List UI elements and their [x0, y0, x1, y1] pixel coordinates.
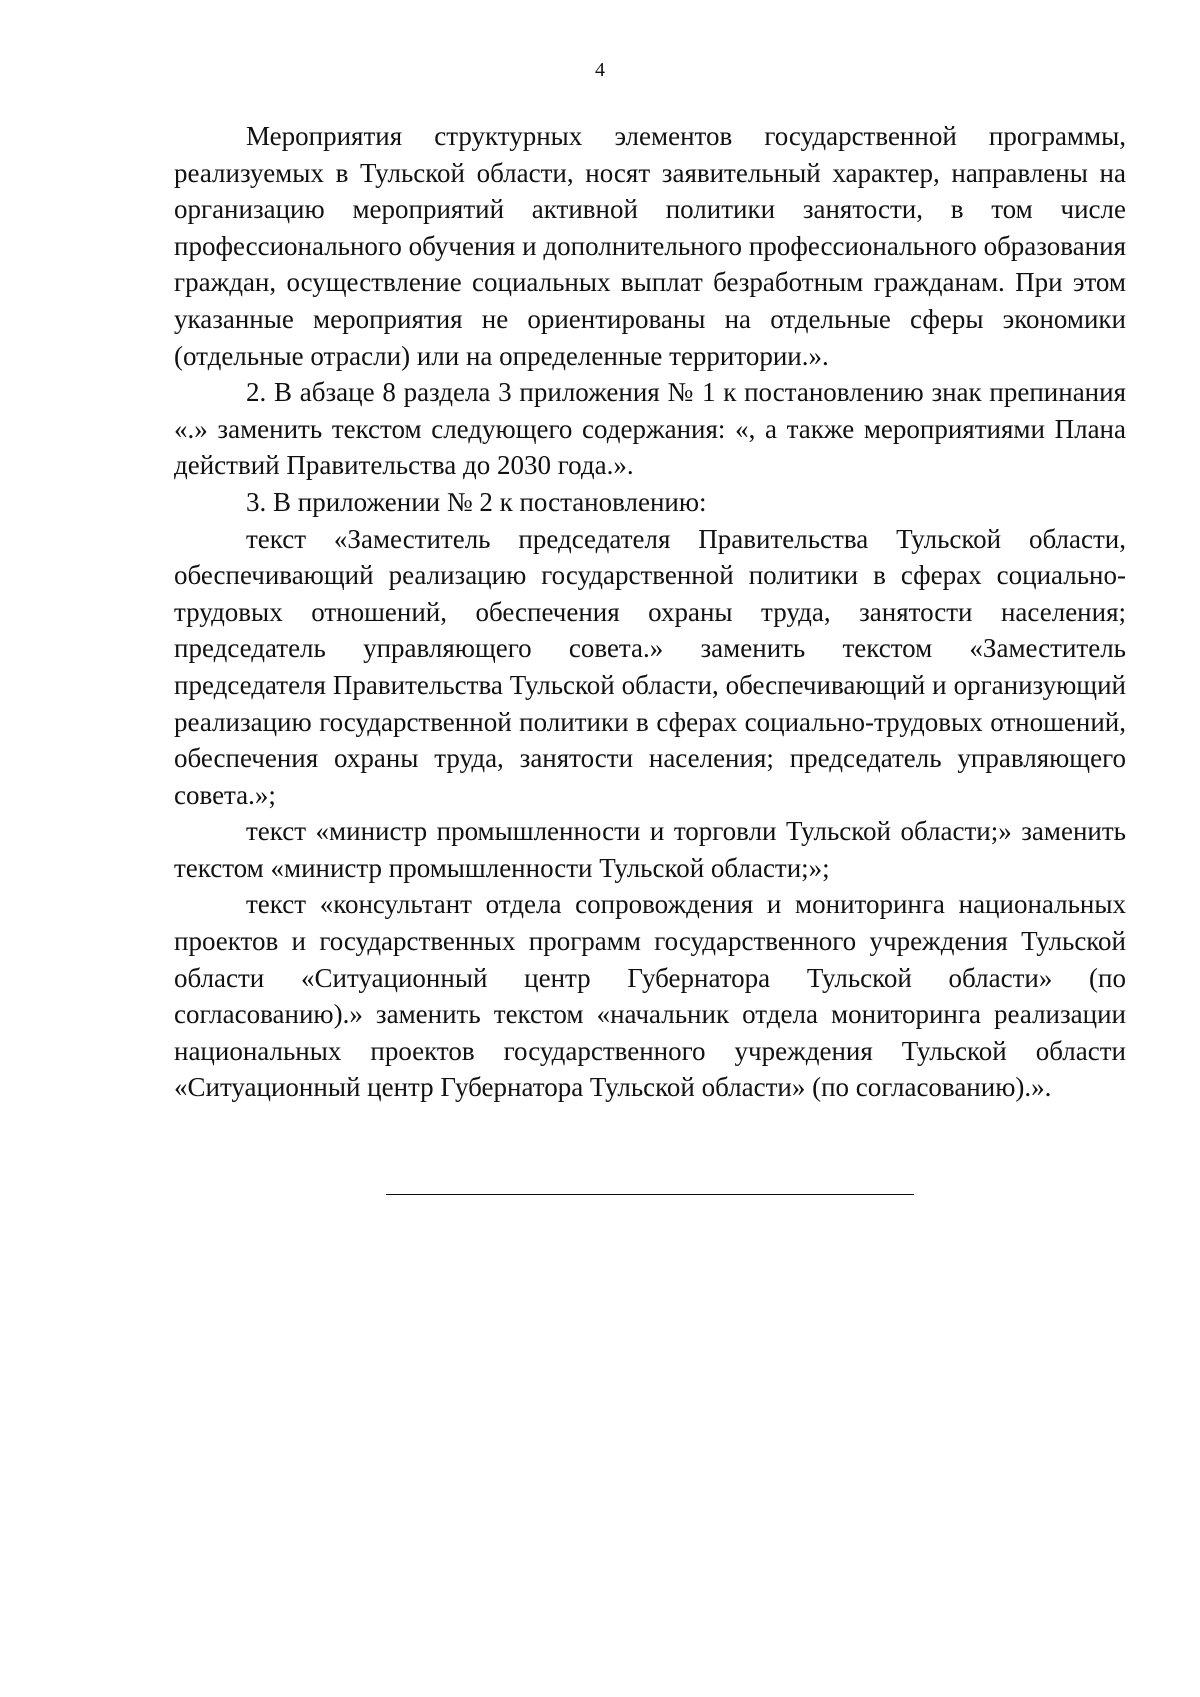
paragraph-minister-replacement: текст «министр промышленности и торговли Тульской области;» заменить текстом «министр промышленности Тульской области;»;: [174, 816, 1126, 883]
document-body: [174, 118, 1126, 1106]
paragraph-program-measures: Мероприятия структурных элементов государственной программы, реализуемых в Тульской области, носят заявительный характер, направлены на организацию мероприятий активной политики занятости, в том числе профессионального обучения и дополнительного профессионального образования граждан, осуществление социальных выплат безработным гражданам. При этом указанные мероприятия не ориентированы на отдельные сферы экономики (отдельные отрасли) или на определенные территории.».: [174, 121, 1126, 371]
paragraph-item-3: 3. В приложении № 2 к постановлению:: [246, 486, 707, 517]
paragraph-item-2: 2. В абзаце 8 раздела 3 приложения № 1 к постановлению знак препинания «.» заменить текстом следующего содержания: «, а также мероприятиями Плана действий Правительства до 2030 года.».: [174, 377, 1126, 481]
page-number: 4: [595, 59, 605, 81]
end-of-document-rule: [386, 1194, 914, 1195]
paragraph-consultant-replacement: текст «консультант отдела сопровождения и мониторинга национальных проектов и государственных программ государственного учреждения Тульской области «Ситуационный центр Губернатора Тульской области» (по согласованию).» заменить текстом «начальник отдела мониторинга реализации национальных проектов государственного учреждения Тульской области «Ситуационный центр Губернатора Тульской области» (по согласованию).».: [174, 889, 1126, 1103]
paragraph-deputy-chairman-replacement: текст «Заместитель председателя Правительства Тульской области, обеспечивающий реализацию государственной политики в сферах социально-трудовых отношений, обеспечения охраны труда, занятости населения; председатель управляющего совета.» заменить текстом «Заместитель председателя Правительства Тульской области, обеспечивающий и организующий реализацию государственной политики в сферах социально-трудовых отношений, обеспечения охраны труда, занятости населения; председатель управляющего совета.»;: [174, 523, 1126, 810]
